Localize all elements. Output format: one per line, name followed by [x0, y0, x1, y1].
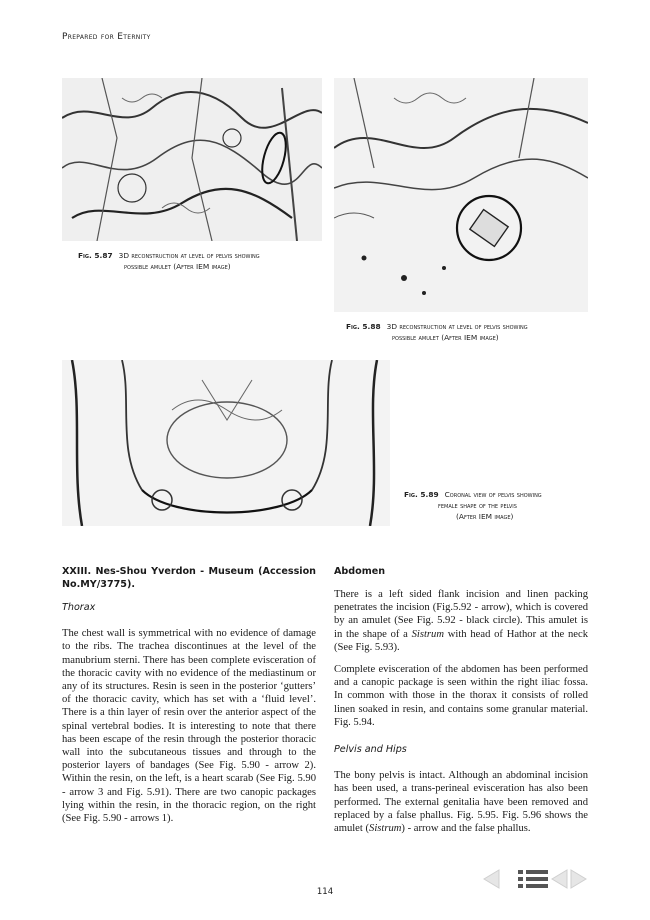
pelvis-paragraph [334, 769, 588, 835]
caption-line: female shape of the pelvis [438, 501, 517, 510]
caption-line: 3D reconstruction at level of pelvis showing [386, 322, 528, 331]
abdomen-heading: Abdomen [334, 566, 386, 577]
list-icon [518, 870, 548, 888]
abdomen-paragraph-2: Complete evisceration of the abdomen has been performed and a canopic package is seen within the right iliac fossa. In common with those in the thorax it consists of rolled linen soaked in resin, and contains some granular material. Fig. 5.94. [334, 664, 588, 728]
left-column [62, 565, 316, 834]
next-page-button[interactable] [570, 868, 588, 895]
page-number: 114 [316, 887, 334, 897]
triangle-left-icon [550, 868, 568, 890]
thorax-paragraph: The chest wall is symmetrical with no evidence of damage to the ribs. The trachea discontinues at the level of the manubrium sterni. There has been complete evisceration of the thoracic cavity with no evidence of the mediastinum or any of its structures. Resin is seen in the posterior ‘gutters’ of the thoracic cavity, which has set with a ‘fluid level’. There is a thin layer of resin over the anterior aspect of the spinal vertebral bodies. It is interesting to note that there has been escape of the resin through the posterior thoracic wall into the subcutaneous tissues and through to the posterior layers of bandages (See Fig. 5.90 - arrow 2). Within the resin, on the left, is a heart scarab (See Fig. 5.90 - arrow 3 and Fig. 5.91). There are two canopic packages lying within the resin, in the thoracic region, on the right (See Fig. 5.90 - arrows 1). [62, 628, 316, 825]
caption-line: possible amulet (After IEM image) [124, 262, 231, 271]
figure-number: Fig. 5.87 [78, 251, 113, 260]
caption-line: (After IEM image) [456, 512, 514, 521]
text-run: with head of Hathor at the neck (See Fig. 5.93). [334, 628, 588, 653]
contents-button[interactable] [518, 870, 548, 893]
figure-number: Fig. 5.88 [346, 322, 381, 331]
caption-line: Coronal view of pelvis showing [444, 490, 542, 499]
triangle-right-icon [570, 868, 588, 890]
prev-page-button[interactable] [482, 868, 500, 895]
text-run: The bony pelvis is intact. Although an abdominal incision has been used, a trans-perineal evisceration has also been performed. The external genitalia have been removed and replaced by a false phallus. Fig. 5.95. Fig. 5.96 shows the amulet ( [334, 770, 588, 835]
italic-text: Sistrum [369, 823, 402, 835]
subheading-pelvis: Pelvis and Hips [334, 744, 407, 756]
text-run: ) - arrow and the false phallus. [401, 823, 531, 835]
text-run: There is a left sided flank incision and linen packing penetrates the incision (Fig.5.92 - arrow), which is covered by an amulet (See Fig. 5.92 - black circle). This amulet is in the shape of a [334, 589, 588, 640]
back-button[interactable] [550, 868, 568, 895]
running-header: Prepared for Eternity [62, 32, 151, 42]
section-heading: XXIII. Nes-Shou Yverdon - Museum (Accession No.MY/3775). [62, 566, 316, 590]
figure-5-89-caption [404, 489, 594, 522]
caption-line: possible amulet (After IEM image) [392, 333, 499, 342]
figure-5-88-image [334, 78, 588, 312]
caption-line: 3D reconstruction at level of pelvis showing [118, 251, 260, 260]
figure-5-88-caption [346, 321, 596, 343]
italic-text: Sistrum [411, 628, 445, 640]
subheading-thorax: Thorax [62, 602, 96, 613]
figure-5-87-caption [78, 250, 328, 272]
figure-number: Fig. 5.89 [404, 490, 439, 499]
figure-5-89-image [62, 360, 390, 526]
triangle-left-icon [482, 868, 500, 890]
abdomen-paragraph-1 [334, 588, 588, 654]
figure-5-87-image [62, 78, 322, 241]
right-column [334, 565, 588, 844]
